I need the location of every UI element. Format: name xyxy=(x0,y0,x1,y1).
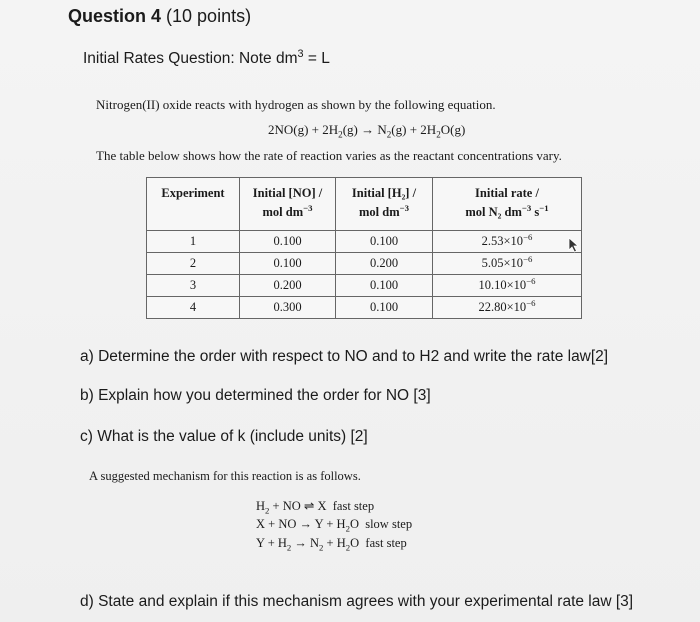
cell-h2: 0.100 xyxy=(336,297,433,319)
cell-no: 0.100 xyxy=(240,231,336,253)
header-experiment: Experiment xyxy=(147,178,240,231)
header-initial-h2: Initial [H₂] / mol $dm^{-3}$ xyxy=(336,178,433,231)
question-points: (10 points) xyxy=(166,6,252,26)
cell-experiment: 3 xyxy=(147,275,240,297)
mouse-pointer-icon xyxy=(568,237,582,253)
cell-rate: $22.80\times 10^{-6}$ xyxy=(433,297,582,319)
mechanism-step-2: X + NO → $Y + H_2O$ slow step xyxy=(256,517,413,534)
mechanism-step-1: $H_2$ + NO ⇌ X fast step xyxy=(256,499,375,516)
table-row xyxy=(147,297,582,319)
intro-text-2: The table below shows how the rate of reaction varies as the reactant concentrations vary. xyxy=(96,148,562,163)
intro-text-1: Nitrogen(II) oxide reacts with hydrogen as shown by the following equation. xyxy=(96,97,496,112)
table-row xyxy=(147,253,582,275)
reaction-equation: $2NO(g) + 2H_2(g) \to N_2(g) + 2H_2O(g)$ xyxy=(268,122,466,140)
cell-no: 0.100 xyxy=(240,253,336,275)
cell-experiment: 2 xyxy=(147,253,240,275)
mechanism-step-3: $Y + H_2 \to N_2 + H_2O$ fast step xyxy=(256,536,407,553)
cell-experiment: 1 xyxy=(147,231,240,253)
question-subtitle: Initial Rates Question: Note $dm^3 = L$ xyxy=(83,47,330,67)
cell-h2: 0.200 xyxy=(336,253,433,275)
cell-h2: 0.100 xyxy=(336,275,433,297)
rate-data-table xyxy=(146,177,582,319)
question-title xyxy=(68,6,251,27)
question-part-b: b) Explain how you determined the order for NO [3] xyxy=(80,387,431,404)
question-part-a: a) Determine the order with respect to NO and to H2 and write the rate law[2] xyxy=(80,348,609,365)
table-row xyxy=(147,275,582,297)
mechanism-intro: A suggested mechanism for this reaction is as follows. xyxy=(89,469,361,483)
header-initial-no: Initial [NO] / mol $dm^{-3}$ xyxy=(240,178,336,231)
cell-no: 0.300 xyxy=(240,297,336,319)
header-initial-rate: Initial rate / mol N₂ $dm^{-3}$ $s^{-1}$ xyxy=(433,178,582,231)
question-number: Question 4 xyxy=(68,6,162,26)
cell-rate: $10.10\times 10^{-6}$ xyxy=(433,275,582,297)
cell-rate: $2.53\times 10^{-6}$ xyxy=(433,231,582,253)
cell-experiment: 4 xyxy=(147,297,240,319)
table-header-row xyxy=(147,178,582,231)
table-row xyxy=(147,231,582,253)
cell-h2: 0.100 xyxy=(336,231,433,253)
cell-no: 0.200 xyxy=(240,275,336,297)
question-part-c: c) What is the value of k (include units) [2] xyxy=(80,428,368,445)
cell-rate: $5.05\times 10^{-6}$ xyxy=(433,253,582,275)
question-part-d: d) State and explain if this mechanism agrees with your experimental rate law [3] xyxy=(80,593,634,610)
